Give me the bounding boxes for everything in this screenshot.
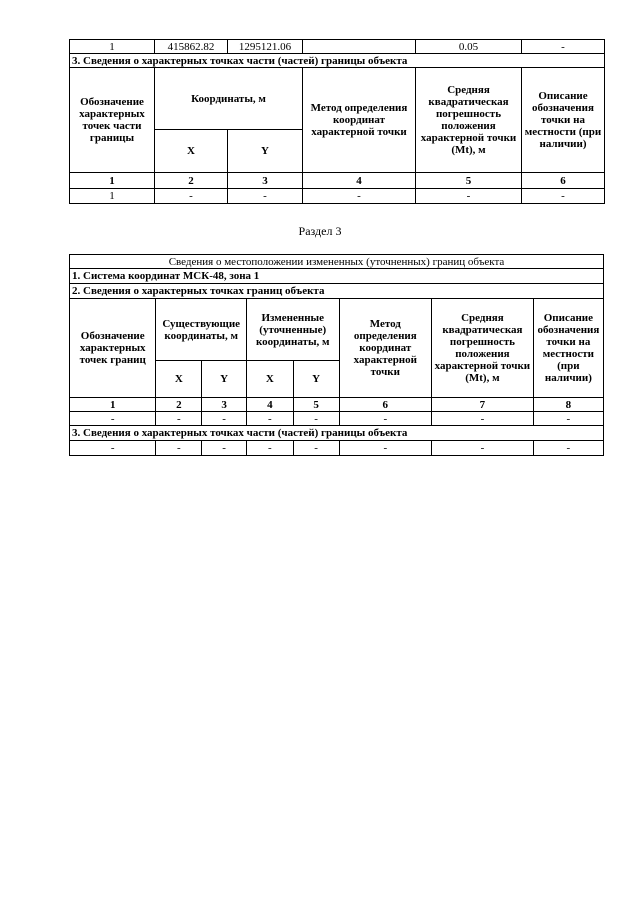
- cell: 415862.82: [155, 40, 228, 54]
- header-description: Описание обозначения точки на местности (при наличии): [522, 68, 605, 173]
- table-row: [70, 189, 605, 204]
- header-row: [70, 299, 604, 361]
- cell: -: [293, 441, 339, 456]
- section-row: [70, 54, 605, 68]
- cell: -: [533, 441, 603, 456]
- header-error: Средняя квадратическая погрешность положения характерной точки (Mt), м: [416, 68, 522, 173]
- cell: -: [202, 441, 247, 456]
- table-row: [70, 40, 605, 54]
- cell: 1: [70, 189, 155, 204]
- table-row: [70, 412, 604, 426]
- header-y-existing: Y: [202, 361, 247, 398]
- header-x-changed: X: [246, 361, 293, 398]
- cell: -: [293, 412, 339, 426]
- table-row: [70, 441, 604, 456]
- header-coordinates: Координаты, м: [155, 68, 303, 130]
- section-3-title: 3. Сведения о характерных точках части (частей) границы объекта: [70, 426, 604, 441]
- changed-boundaries-table: [69, 254, 604, 456]
- header-x-existing: X: [156, 361, 202, 398]
- column-number: 3: [202, 398, 247, 412]
- column-number: 6: [522, 173, 605, 189]
- parts-table: [69, 39, 605, 204]
- column-number: 1: [70, 173, 155, 189]
- header-error: Средняя квадратическая погрешность положения характерной точки (Mt), м: [432, 299, 534, 398]
- table-title: Сведения о местоположении измененных (уточненных) границ объекта: [70, 255, 604, 269]
- cell: -: [246, 441, 293, 456]
- cell: -: [70, 412, 156, 426]
- column-number: 4: [303, 173, 416, 189]
- cell: -: [339, 412, 432, 426]
- section-3-title: 3. Сведения о характерных точках части (частей) границы объекта: [70, 54, 605, 68]
- cell: 1: [70, 40, 155, 54]
- coordinate-system-line: 1. Система координат МСК-48, зона 1: [70, 269, 604, 284]
- column-number: 7: [432, 398, 534, 412]
- column-number: 6: [339, 398, 432, 412]
- title-row: [70, 255, 604, 269]
- column-number: 2: [156, 398, 202, 412]
- header-y-changed: Y: [293, 361, 339, 398]
- cell: -: [432, 441, 534, 456]
- header-description: Описание обозначения точки на местности (при наличии): [533, 299, 603, 398]
- cell: -: [156, 412, 202, 426]
- cell: 0.05: [416, 40, 522, 54]
- cell: -: [432, 412, 534, 426]
- cell: -: [416, 189, 522, 204]
- cell: -: [156, 441, 202, 456]
- cell: -: [522, 189, 605, 204]
- cell: 1295121.06: [228, 40, 303, 54]
- section-row: [70, 426, 604, 441]
- cell: [303, 40, 416, 54]
- header-existing: Существующие координаты, м: [156, 299, 247, 361]
- header-x: X: [155, 130, 228, 173]
- column-number: 4: [246, 398, 293, 412]
- column-number: 2: [155, 173, 228, 189]
- header-changed: Измененные (уточненные) координаты, м: [246, 299, 339, 361]
- column-number: 5: [293, 398, 339, 412]
- column-number: 8: [533, 398, 603, 412]
- header-method: Метод определения координат характерной точки: [303, 68, 416, 173]
- cell: -: [155, 189, 228, 204]
- cell: -: [228, 189, 303, 204]
- column-number: 3: [228, 173, 303, 189]
- cell: -: [246, 412, 293, 426]
- numbers-row: [70, 398, 604, 412]
- header-designation: Обозначение характерных точек части границы: [70, 68, 155, 173]
- cell: -: [533, 412, 603, 426]
- section-row: [70, 269, 604, 284]
- section-heading: Раздел 3: [298, 224, 342, 238]
- cell: -: [70, 441, 156, 456]
- cell: -: [303, 189, 416, 204]
- column-number: 1: [70, 398, 156, 412]
- cell: -: [202, 412, 247, 426]
- section-row: [70, 284, 604, 299]
- cell: -: [522, 40, 605, 54]
- section-2-title: 2. Сведения о характерных точках границ объекта: [70, 284, 604, 299]
- header-designation: Обозначение характерных точек границ: [70, 299, 156, 398]
- header-method: Метод определения координат характерной точки: [339, 299, 432, 398]
- header-row: [70, 68, 605, 130]
- numbers-row: [70, 173, 605, 189]
- cell: -: [339, 441, 432, 456]
- header-y: Y: [228, 130, 303, 173]
- column-number: 5: [416, 173, 522, 189]
